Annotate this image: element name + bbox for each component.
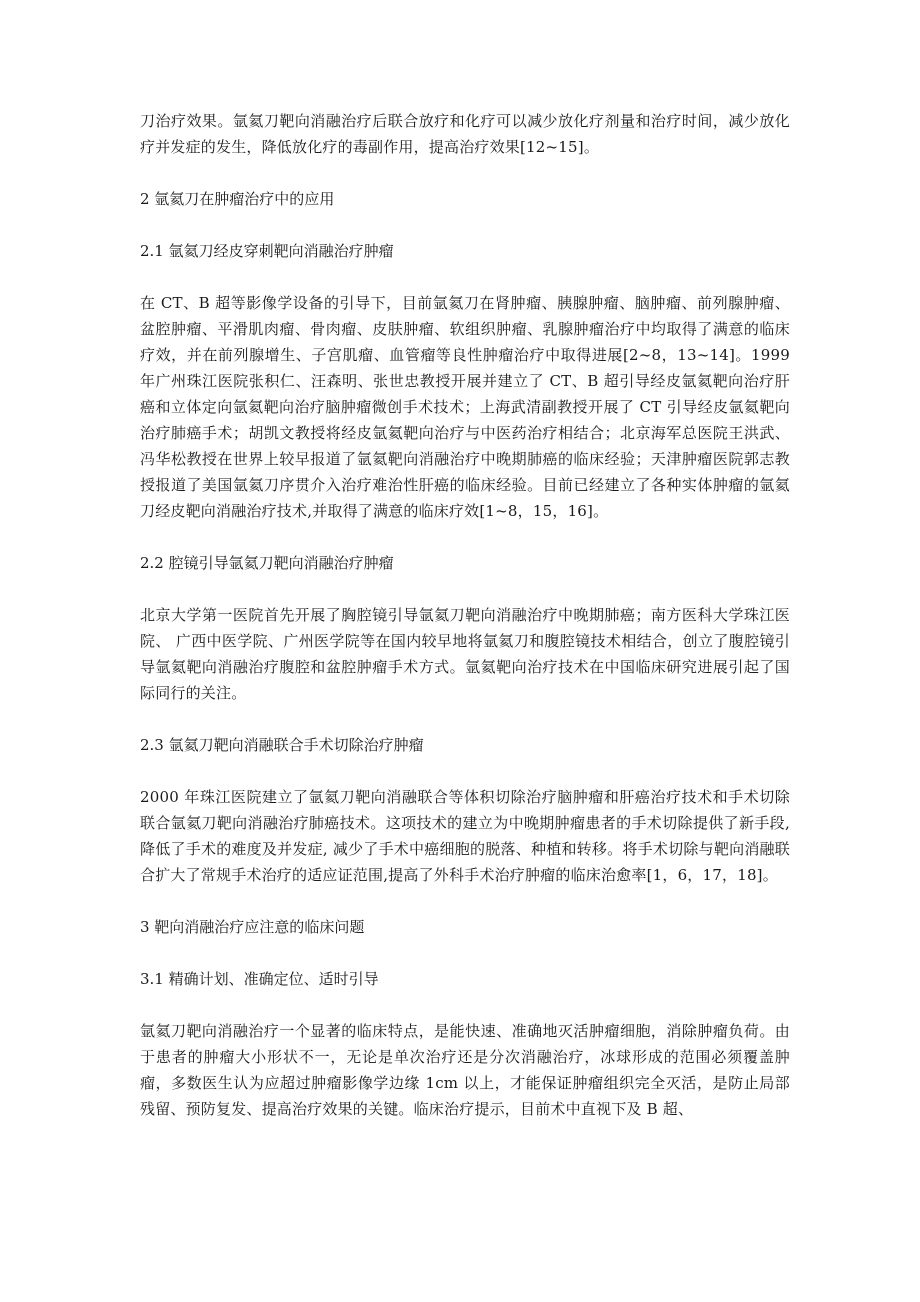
subsection-heading: 2.1 氩氦刀经皮穿刺靶向消融治疗肿瘤 [140,242,394,260]
section-heading: 3 靶向消融治疗应注意的临床问题 [140,918,365,936]
paragraph: 北京大学第一医院首先开展了胸腔镜引导氩氦刀靶向消融治疗中晚期肺癌；南方医科大学珠江医院、 广西中医学院、广州医学院等在国内较早地将氩氦刀和腹腔镜技术相结合，创立了腹腔镜引导氩氦靶向消融治疗腹腔和盆腔肿瘤手术方式。氩氦靶向治疗技术在中国临床研究进展引起了国际同行的关注。 [140,606,790,702]
document-page [140,108,790,1148]
section-heading: 2 氩氦刀在肿瘤治疗中的应用 [140,190,335,208]
paragraph: 2000 年珠江医院建立了氩氦刀靶向消融联合等体积切除治疗脑肿瘤和肝癌治疗技术和手术切除联合氩氦刀靶向消融治疗肺癌技术。这项技术的建立为中晚期肿瘤患者的手术切除提供了新手段, 降低了手术的难度及并发症, 减少了手术中癌细胞的脱落、种植和转移。将手术切除与靶向消融联合扩大了常规手术治疗的适应证范围,提高了外科手术治疗肿瘤的临床治愈率[1，6，17，18]。 [140,788,790,884]
paragraph: 氩氦刀靶向消融治疗一个显著的临床特点，是能快速、准确地灭活肿瘤细胞，消除肿瘤负荷。由于患者的肿瘤大小形状不一，无论是单次治疗还是分次消融治疗，冰球形成的范围必须覆盖肿瘤，多数医生认为应超过肿瘤影像学边缘 1cm 以上，才能保证肿瘤组织完全灭活，是防止局部残留、预防复发、提高治疗效果的关键。临床治疗提示，目前术中直视下及 B 超、 [140,1022,790,1118]
subsection-heading: 2.3 氩氦刀靶向消融联合手术切除治疗肿瘤 [140,736,424,754]
paragraph: 刀治疗效果。氩氦刀靶向消融治疗后联合放疗和化疗可以减少放化疗剂量和治疗时间，减少放化疗并发症的发生，降低放化疗的毒副作用，提高治疗效果[12~15]。 [140,112,790,156]
paragraph: 在 CT、B 超等影像学设备的引导下，目前氩氦刀在肾肿瘤、胰腺肿瘤、脑肿瘤、前列腺肿瘤、盆腔肿瘤、平滑肌肉瘤、骨肉瘤、皮肤肿瘤、软组织肿瘤、乳腺肿瘤治疗中均取得了满意的临床疗效，并在前列腺增生、子宫肌瘤、血管瘤等良性肿瘤治疗中取得进展[2~8，13~14]。1999 年广州珠江医院张积仁、汪森明、张世忠教授开展并建立了 CT、B 超引导经皮氩氦靶向治疗肝癌和立体定向氩氦靶向治疗脑肿瘤微创手术技术；上海武清副教授开展了 CT 引导经皮氩氦靶向治疗肺癌手术；胡凯文教授将经皮氩氦靶向治疗与中医药治疗相结合；北京海军总医院王洪武、冯华松教授在世界上较早报道了氩氦靶向消融治疗中晚期肺癌的临床经验；天津肿瘤医院郭志教授报道了美国氩氦刀序贯介入治疗难治性肝癌的临床经验。目前已经建立了各种实体肿瘤的氩氦刀经皮靶向消融治疗技术,并取得了满意的临床疗效[1~8，15，16]。 [140,294,790,520]
subsection-heading: 3.1 精确计划、准确定位、适时引导 [140,970,379,988]
subsection-heading: 2.2 腔镜引导氩氦刀靶向消融治疗肿瘤 [140,554,394,572]
